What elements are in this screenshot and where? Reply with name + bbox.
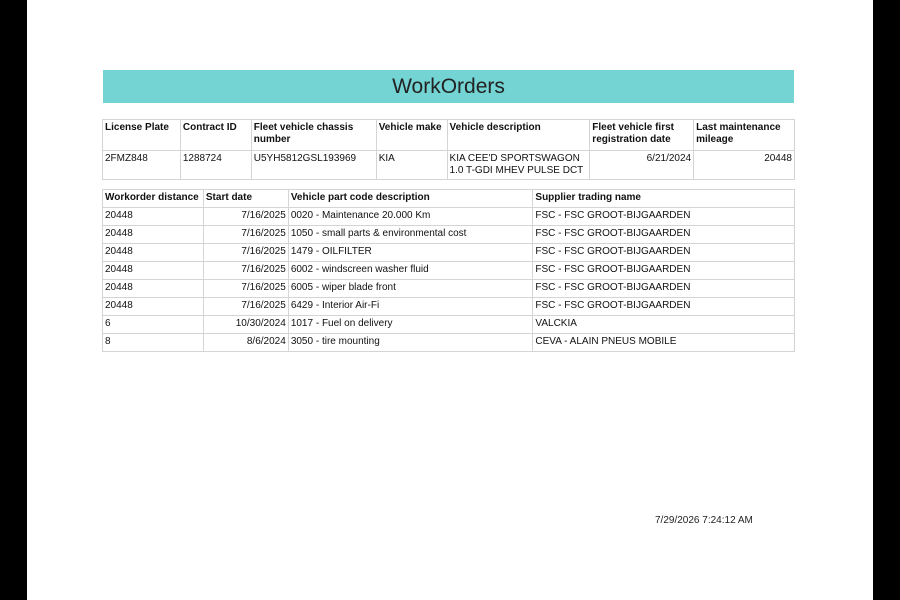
- part-description: 1017 - Fuel on delivery: [288, 316, 533, 334]
- workorder-distance: 20448: [103, 208, 204, 226]
- workorder-distance: 20448: [103, 280, 204, 298]
- start-date: 7/16/2025: [203, 244, 288, 262]
- header-supplier-name: Supplier trading name: [533, 190, 795, 208]
- workorder-distance: 20448: [103, 298, 204, 316]
- license-plate: 2FMZ848: [103, 151, 181, 180]
- header-workorder-distance: Workorder distance: [103, 190, 204, 208]
- vehicle-table: [102, 119, 795, 180]
- start-date: 7/16/2025: [203, 298, 288, 316]
- header-license-plate: License Plate: [103, 120, 181, 151]
- workorder-distance: 8: [103, 334, 204, 352]
- print-timestamp: 7/29/2026 7:24:12 AM: [655, 515, 753, 526]
- start-date: 7/16/2025: [203, 280, 288, 298]
- part-description: 1050 - small parts & environmental cost: [288, 226, 533, 244]
- supplier-name: CEVA - ALAIN PNEUS MOBILE: [533, 334, 795, 352]
- table-row: [103, 208, 795, 226]
- part-description: 1479 - OILFILTER: [288, 244, 533, 262]
- part-description: 6002 - windscreen washer fluid: [288, 262, 533, 280]
- supplier-name: FSC - FSC GROOT-BIJGAARDEN: [533, 244, 795, 262]
- table-row: [103, 316, 795, 334]
- header-start-date: Start date: [203, 190, 288, 208]
- table-row: [103, 151, 795, 180]
- vehicle-description: KIA CEE'D SPORTSWAGON 1.0 T-GDI MHEV PULSE DCT: [447, 151, 590, 180]
- part-description: 3050 - tire mounting: [288, 334, 533, 352]
- part-description: 0020 - Maintenance 20.000 Km: [288, 208, 533, 226]
- start-date: 7/16/2025: [203, 262, 288, 280]
- table-row: [103, 280, 795, 298]
- part-description: 6429 - Interior Air-Fi: [288, 298, 533, 316]
- supplier-name: FSC - FSC GROOT-BIJGAARDEN: [533, 208, 795, 226]
- header-last-mileage: Last maintenance mileage: [694, 120, 795, 151]
- workorder-distance: 20448: [103, 244, 204, 262]
- header-vehicle-make: Vehicle make: [376, 120, 447, 151]
- table-row: [103, 226, 795, 244]
- supplier-name: FSC - FSC GROOT-BIJGAARDEN: [533, 262, 795, 280]
- vehicle-make: KIA: [376, 151, 447, 180]
- page-title: WorkOrders: [103, 70, 794, 103]
- header-chassis-number: Fleet vehicle chassis number: [251, 120, 376, 151]
- table-row: [103, 262, 795, 280]
- table-row: [103, 298, 795, 316]
- contract-id: 1288724: [180, 151, 251, 180]
- part-description: 6005 - wiper blade front: [288, 280, 533, 298]
- header-contract-id: Contract ID: [180, 120, 251, 151]
- start-date: 7/16/2025: [203, 208, 288, 226]
- start-date: 8/6/2024: [203, 334, 288, 352]
- supplier-name: FSC - FSC GROOT-BIJGAARDEN: [533, 280, 795, 298]
- header-vehicle-description: Vehicle description: [447, 120, 590, 151]
- workorder-distance: 20448: [103, 226, 204, 244]
- workorder-table: [102, 189, 795, 352]
- header-registration-date: Fleet vehicle first registration date: [590, 120, 694, 151]
- start-date: 7/16/2025: [203, 226, 288, 244]
- vehicle-table-header: [103, 120, 795, 151]
- registration-date: 6/21/2024: [590, 151, 694, 180]
- workorder-distance: 20448: [103, 262, 204, 280]
- table-row: [103, 244, 795, 262]
- workorder-table-header: [103, 190, 795, 208]
- document-page: [27, 0, 873, 600]
- chassis-number: U5YH5812GSL193969: [251, 151, 376, 180]
- supplier-name: FSC - FSC GROOT-BIJGAARDEN: [533, 226, 795, 244]
- last-mileage: 20448: [694, 151, 795, 180]
- supplier-name: FSC - FSC GROOT-BIJGAARDEN: [533, 298, 795, 316]
- start-date: 10/30/2024: [203, 316, 288, 334]
- header-part-description: Vehicle part code description: [288, 190, 533, 208]
- supplier-name: VALCKIA: [533, 316, 795, 334]
- workorder-distance: 6: [103, 316, 204, 334]
- table-row: [103, 334, 795, 352]
